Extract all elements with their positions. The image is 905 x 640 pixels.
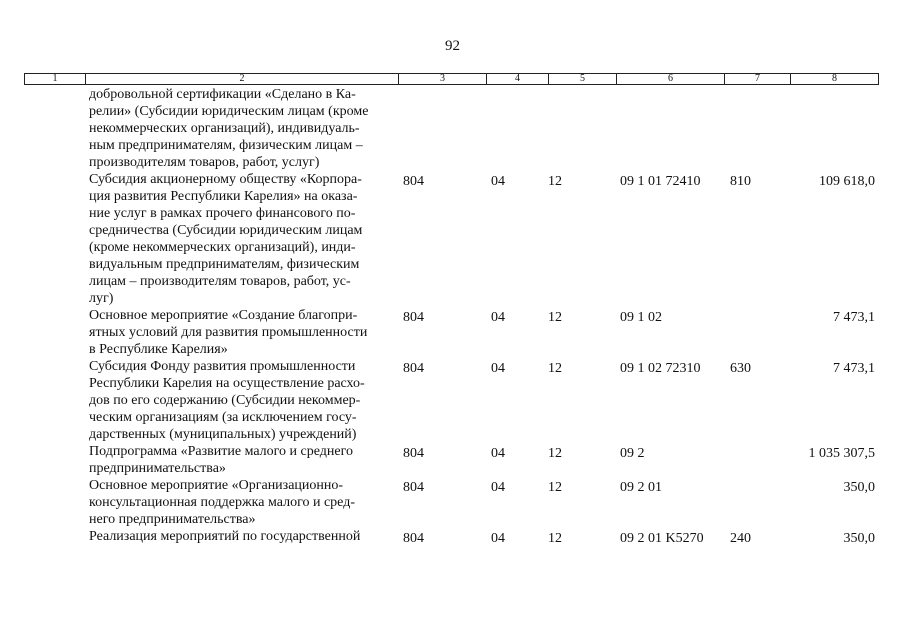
table-header-row bbox=[24, 73, 879, 85]
row-subsection-code: 12 bbox=[548, 361, 562, 376]
table-row bbox=[0, 307, 905, 358]
row-target-code: 09 1 02 72310 bbox=[620, 361, 701, 376]
row-target-code: 09 2 bbox=[620, 446, 645, 461]
row-section-code: 04 bbox=[491, 361, 505, 376]
table-row bbox=[0, 443, 905, 477]
row-amount: 109 618,0 bbox=[819, 174, 875, 189]
table-body bbox=[0, 86, 905, 545]
row-section-code: 04 bbox=[491, 446, 505, 461]
table-row bbox=[0, 477, 905, 528]
row-target-code: 09 2 01 bbox=[620, 480, 662, 495]
row-description: Подпрограмма «Развитие малого и среднего предпринимательства» bbox=[89, 444, 354, 476]
row-subsection-code: 12 bbox=[548, 531, 562, 546]
row-description: Реализация мероприятий по государственной bbox=[89, 529, 361, 544]
column-header-8: 8 bbox=[832, 73, 837, 84]
table-row bbox=[0, 86, 905, 171]
column-header-4: 4 bbox=[487, 74, 549, 84]
row-ministry-code: 804 bbox=[403, 361, 424, 376]
column-header-7: 7 bbox=[725, 74, 791, 84]
column-header-1: 1 bbox=[25, 74, 86, 84]
row-description: Основное мероприятие «Организационно- консультационная поддержка малого и сред- него предпринимательства» bbox=[89, 478, 355, 527]
row-description: Субсидия Фонду развития промышленности Республики Карелия на осуществление расхо- дов по его содержанию (Субсидии некоммер- ческим организациям (за исключением госу- дарственных (муниципальных) учреждений) bbox=[89, 359, 365, 442]
row-ministry-code: 804 bbox=[403, 446, 424, 461]
column-header-6: 6 bbox=[617, 74, 725, 84]
row-expense-type: 810 bbox=[730, 174, 751, 189]
row-subsection-code: 12 bbox=[548, 310, 562, 325]
row-subsection-code: 12 bbox=[548, 446, 562, 461]
row-description: Субсидия акционерному обществу «Корпора- ция развития Республики Карелия» на оказа- ние услуг в рамках прочего финансового по- средничества (Субсидии юридическим лицам (кроме некоммерческих организаций), инди- видуальным предпринимателям, физическим лицам – производителям товаров, работ, ус- луг) bbox=[89, 172, 363, 306]
row-section-code: 04 bbox=[491, 174, 505, 189]
row-section-code: 04 bbox=[491, 531, 505, 546]
row-ministry-code: 804 bbox=[403, 174, 424, 189]
row-amount: 350,0 bbox=[843, 480, 875, 495]
column-header-3: 3 bbox=[399, 74, 487, 84]
row-amount: 350,0 bbox=[843, 531, 875, 546]
table-row bbox=[0, 358, 905, 443]
row-description: добровольной сертификации «Сделано в Ка- релии» (Субсидии юридическим лицам (кроме некоммерческих организаций), индивидуаль- ным предпринимателям, физическим лицам – производителям товаров, работ, услуг) bbox=[89, 87, 369, 170]
column-header-2: 2 bbox=[86, 74, 399, 84]
row-amount: 1 035 307,5 bbox=[808, 446, 875, 461]
row-description: Основное мероприятие «Создание благопри- ятных условий для развития промышленности в Республике Карелия» bbox=[89, 308, 368, 357]
row-ministry-code: 804 bbox=[403, 480, 424, 495]
row-expense-type: 630 bbox=[730, 361, 751, 376]
row-section-code: 04 bbox=[491, 480, 505, 495]
row-subsection-code: 12 bbox=[548, 480, 562, 495]
row-subsection-code: 12 bbox=[548, 174, 562, 189]
table-row bbox=[0, 171, 905, 307]
page-number: 92 bbox=[445, 38, 460, 54]
column-header-5: 5 bbox=[549, 74, 617, 84]
row-target-code: 09 1 01 72410 bbox=[620, 174, 701, 189]
row-expense-type: 240 bbox=[730, 531, 751, 546]
row-section-code: 04 bbox=[491, 310, 505, 325]
row-amount: 7 473,1 bbox=[833, 310, 875, 325]
row-amount: 7 473,1 bbox=[833, 361, 875, 376]
row-target-code: 09 1 02 bbox=[620, 310, 662, 325]
row-target-code: 09 2 01 K5270 bbox=[620, 531, 704, 546]
row-ministry-code: 804 bbox=[403, 310, 424, 325]
table-row bbox=[0, 528, 905, 545]
row-ministry-code: 804 bbox=[403, 531, 424, 546]
